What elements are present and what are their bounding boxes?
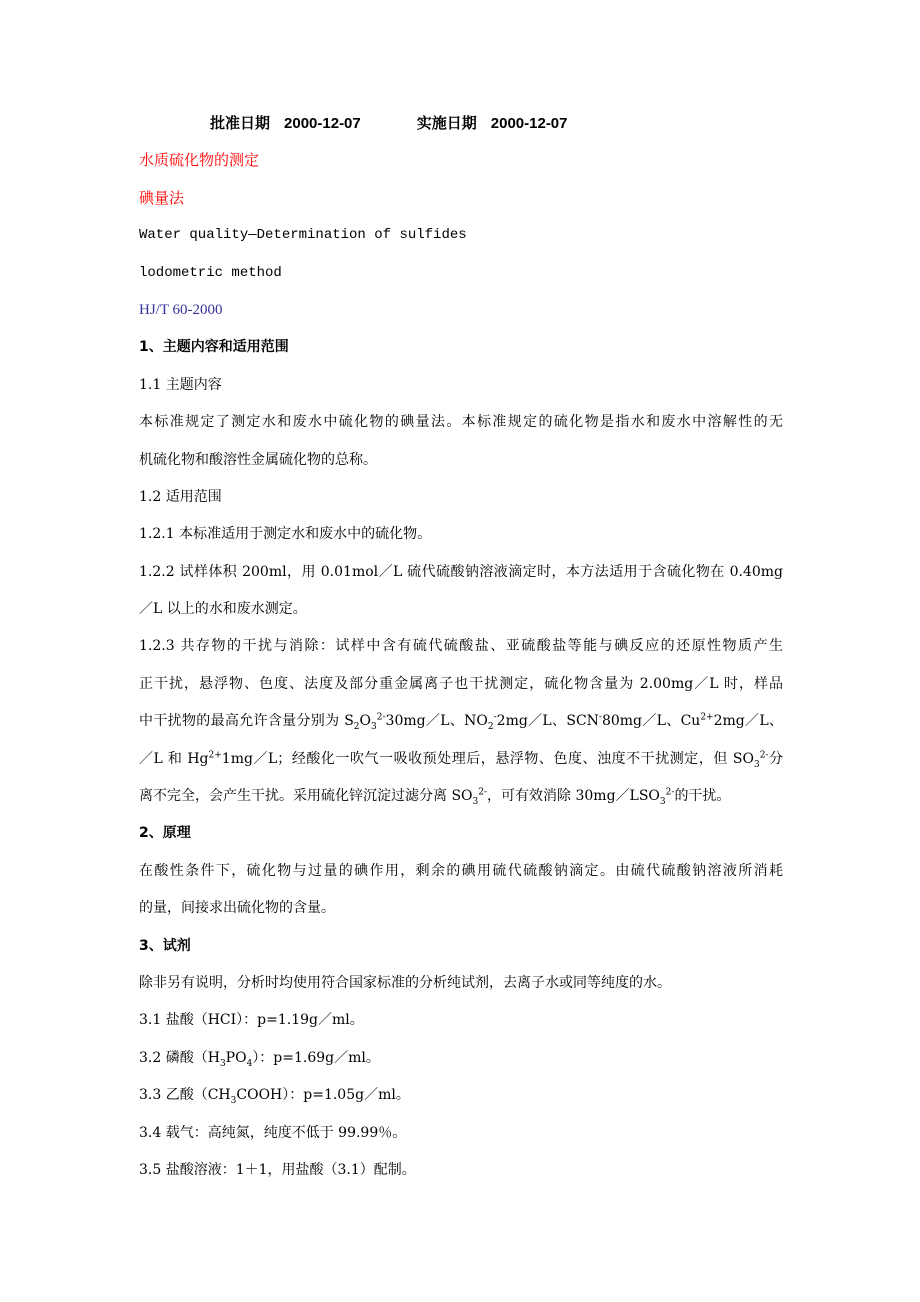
text-segment: 2mg／L、 (713, 713, 783, 730)
text-segment: 1.2.1 本标准适用于测定水和废水中的硫化物。 (139, 526, 432, 543)
script-segment: 3 (753, 759, 760, 770)
text-line (139, 628, 783, 665)
script-segment: 2- (665, 787, 675, 798)
text-segment: 1.1 主题内容 (139, 376, 222, 393)
text-segment: 的干扰。 (674, 788, 731, 805)
text-segment: 1.2.2 试样体积 200ml，用 0.01mol／L 硫代硫酸钠溶液滴定时，本方法适用于含硫化物在 0.40mg (139, 563, 783, 580)
implement-date-label: 实施日期 (416, 115, 477, 132)
text-segment: 80mg／L、Cu (601, 713, 701, 730)
script-segment: 2 (487, 722, 494, 733)
date-header (139, 105, 783, 142)
text-segment: 本标准规定了测定水和废水中硫化物的碘量法。本标准规定的硫化物是指水和废水中溶解性的无 (139, 414, 783, 431)
script-segment: 2- (376, 712, 386, 723)
text-segment: 1mg／L；经酸化一吹气一吸收预处理后，悬浮物、色度、浊度不干扰测定，但 SO (221, 750, 754, 767)
text-segment: 3.2 磷酸（H (139, 1049, 220, 1066)
text-line (139, 666, 783, 703)
text-segment: ）：p=1.69g／ml。 (252, 1049, 380, 1066)
text-segment: 30mg／L、NO (385, 713, 488, 730)
script-segment: 3 (371, 722, 377, 733)
text-line (139, 404, 783, 441)
text-segment: 分 (768, 750, 783, 767)
script-segment: 3 (230, 1095, 237, 1106)
text-segment: 正干扰，悬浮物、色度、法度及部分重金属离子也干扰测定，硫化物含量为 2.00mg／L 时，样品 (139, 675, 783, 692)
script-segment: 3 (219, 1058, 226, 1069)
script-segment: 2- (759, 749, 769, 760)
text-line (139, 367, 783, 404)
text-segment: 3.4 载气：高纯氮，纯度不低于 99.99％。 (139, 1124, 407, 1141)
text-line (139, 965, 783, 1002)
text-segment: ／L 和 Hg (139, 750, 209, 767)
script-segment: 3 (472, 796, 479, 807)
text-line (139, 853, 783, 890)
subtitle-cn: 碘量法 (139, 188, 185, 207)
text-segment: 离不完全，会产生干扰。采用硫化锌沉淀过滤分离 SO (139, 788, 473, 805)
text-segment: 3.5 盐酸溶液：1＋1，用盐酸（3.1）配制。 (139, 1161, 416, 1178)
text-segment: PO (225, 1049, 247, 1066)
section-heading (139, 329, 783, 366)
text-segment: ／L 以上的水和废水测定。 (139, 601, 307, 618)
section-heading (139, 928, 783, 965)
script-segment: 2+ (208, 749, 222, 760)
text-line (139, 890, 783, 927)
text-line (139, 1077, 783, 1114)
text-segment: COOH）：p=1.05g／ml。 (236, 1087, 410, 1104)
approve-date: 2000-12-07 (284, 115, 361, 132)
text-line (139, 1002, 783, 1039)
text-line (139, 516, 783, 553)
text-segment: 1.2.3 共存物的干扰与消除：试样中含有硫代硫酸盐、亚硫酸盐等能与碘反应的还原性物质产生 (139, 638, 783, 655)
text-line (139, 1152, 783, 1189)
text-line (139, 778, 783, 815)
standard-code: HJ/T 60-2000 (139, 301, 223, 318)
text-line (139, 591, 783, 628)
text-segment: 机硫化物和酸溶性金属硫化物的总称。 (139, 451, 377, 468)
text-line (139, 1115, 783, 1152)
subtitle-en: lodometric method (139, 264, 282, 281)
script-segment: - (598, 712, 602, 723)
text-segment: 除非另有说明，分析时均使用符合国家标准的分析纯试剂，去离子水或同等纯度的水。 (139, 974, 671, 991)
document-body (139, 105, 783, 1189)
section-heading (139, 815, 783, 852)
text-segment: 1.2 适用范围 (139, 488, 222, 505)
text-segment: 2、原理 (139, 825, 191, 842)
text-segment: 3.3 乙酸（CH (139, 1087, 231, 1104)
text-segment: O (359, 713, 372, 730)
text-line (139, 703, 783, 740)
title-cn: 水质硫化物的测定 (139, 151, 260, 170)
text-line (139, 479, 783, 516)
text-segment: ，可有效消除 30mg／LSO (487, 788, 660, 805)
implement-date: 2000-12-07 (490, 115, 568, 132)
text-segment: 在酸性条件下，硫化物与过量的碘作用，剩余的碘用硫代硫酸钠滴定。由硫代硫酸钠溶液所消耗 (139, 862, 783, 879)
script-segment: 2 (353, 722, 360, 733)
text-line (139, 741, 783, 778)
script-segment: 3 (659, 796, 666, 807)
script-segment: 4 (246, 1058, 253, 1069)
text-segment: 的量，间接求出硫化物的含量。 (139, 900, 335, 917)
text-line (139, 554, 783, 591)
script-segment: - (493, 712, 497, 723)
title-en: Water quality—Determination of sulfides (139, 227, 467, 244)
body-text (139, 329, 783, 1189)
script-segment: 2- (478, 787, 488, 798)
text-segment: 中干扰物的最高允许含量分别为 S (139, 713, 354, 730)
approve-date-label: 批准日期 (210, 115, 271, 132)
text-segment: 1、主题内容和适用范围 (139, 339, 289, 356)
script-segment: 2+ (700, 712, 714, 723)
text-segment: 3、试剂 (139, 937, 191, 954)
text-segment: 2mg／L、SCN (496, 713, 599, 730)
text-line (139, 1040, 783, 1077)
text-segment: 3.1 盐酸（HCI）：p=1.19g／ml。 (139, 1012, 364, 1029)
text-line (139, 442, 783, 479)
